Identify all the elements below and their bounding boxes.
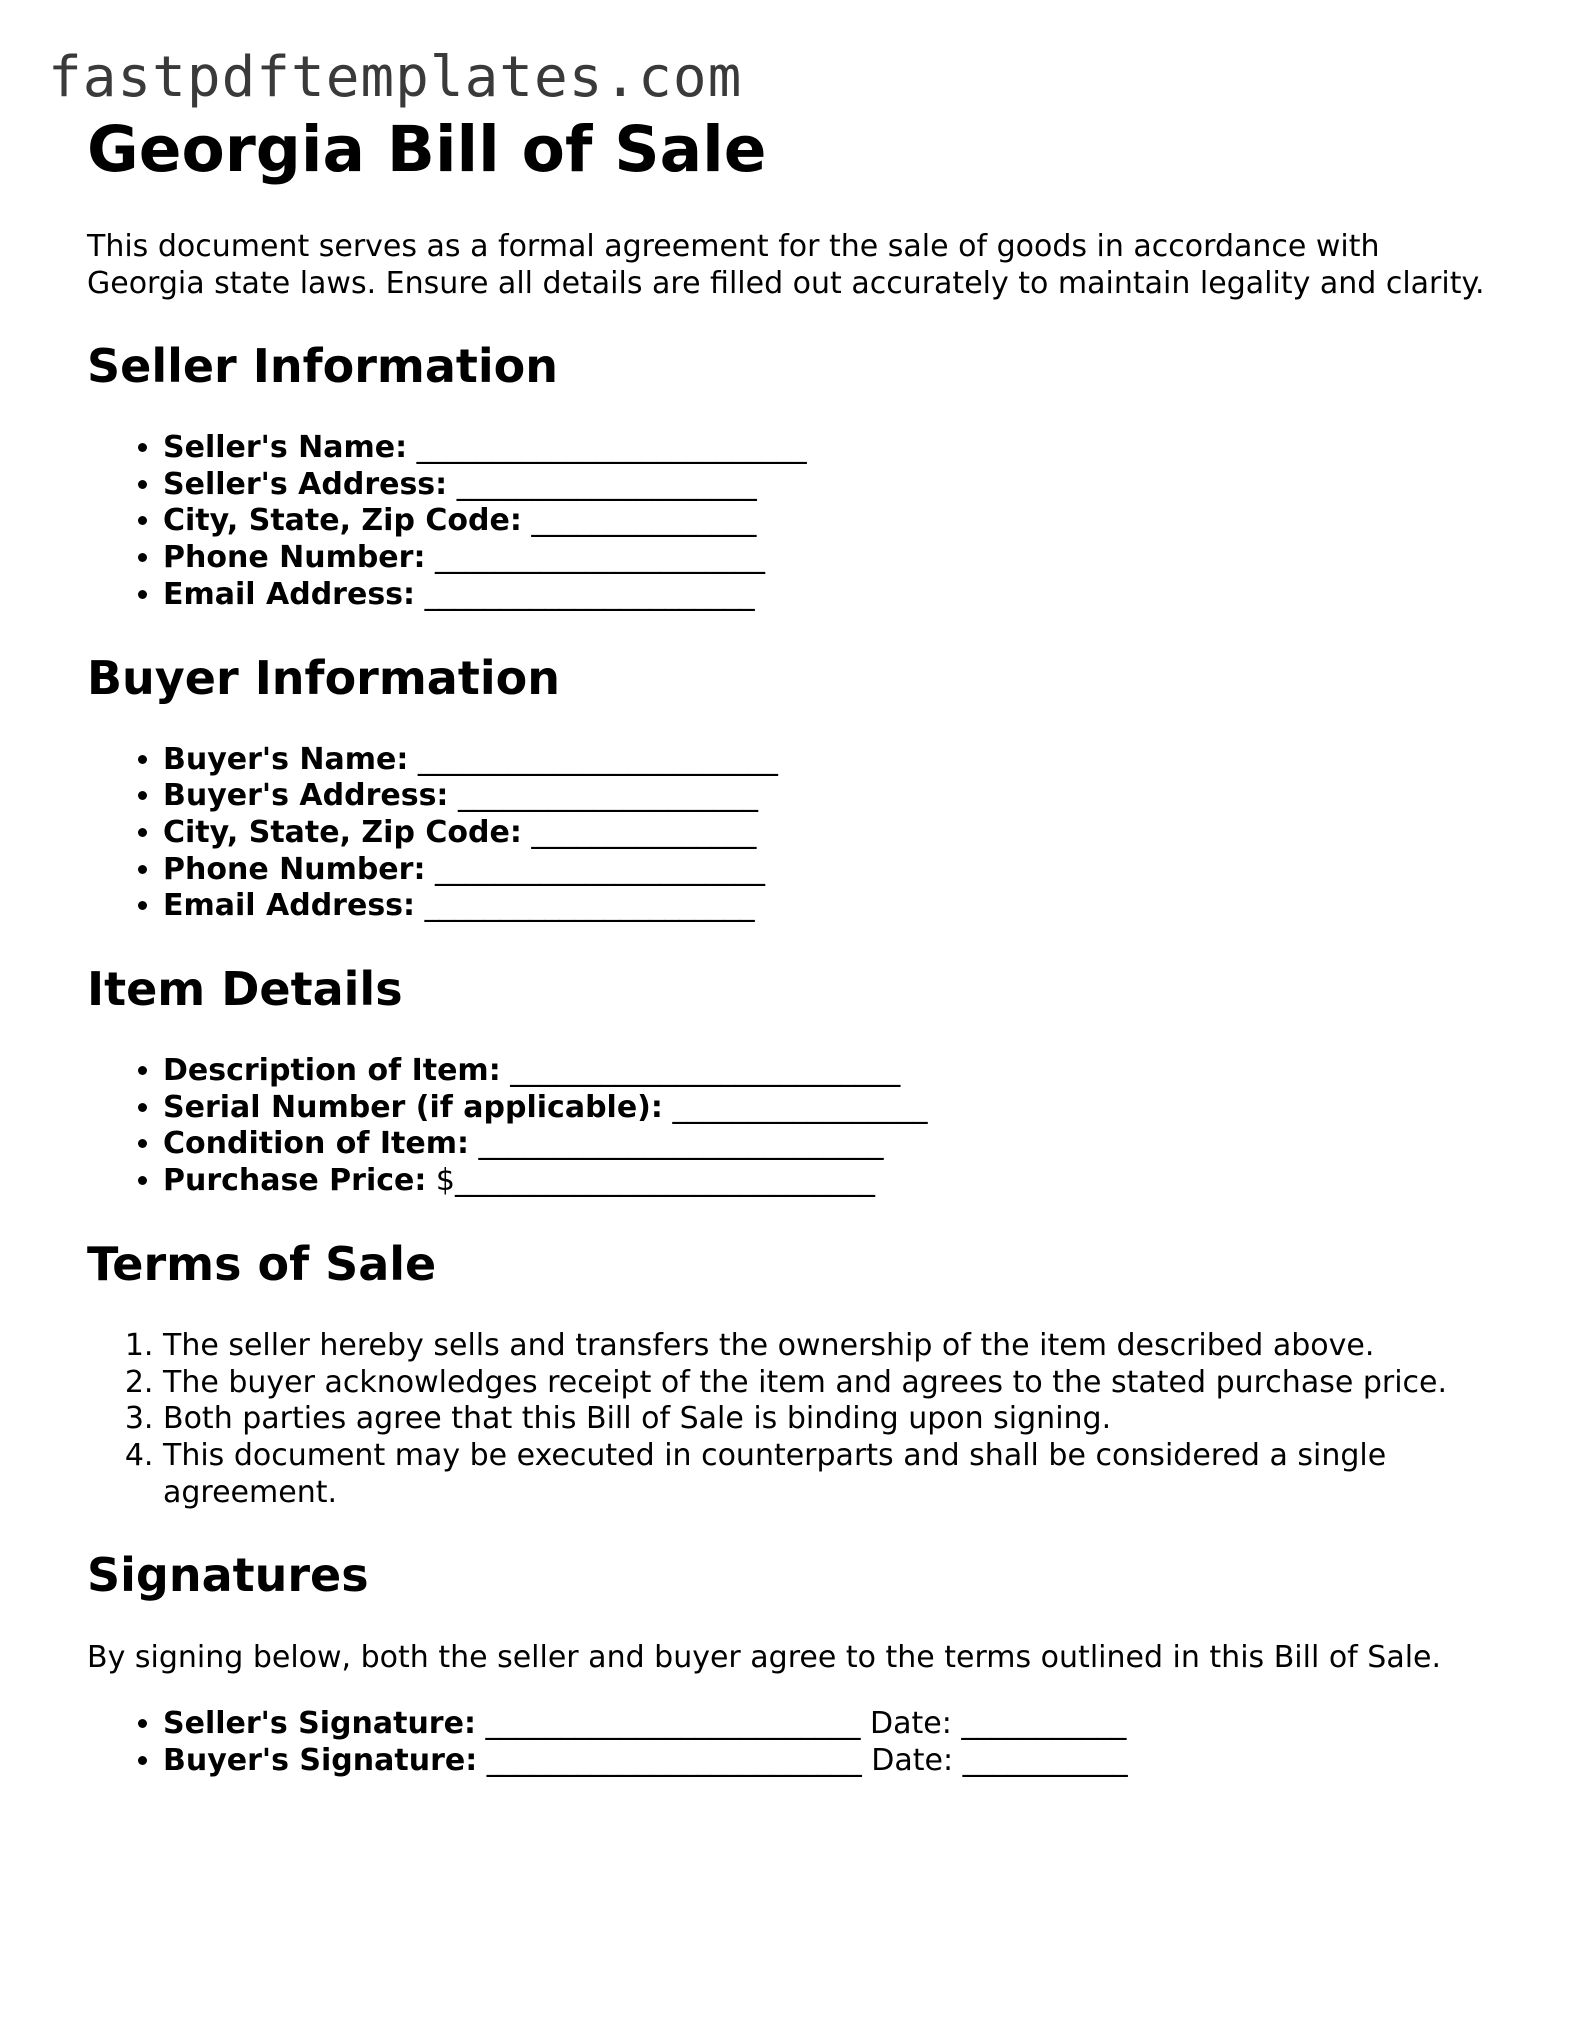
buyer-phone-field xyxy=(163,852,1507,889)
field-blank[interactable]: ______________________ xyxy=(435,851,765,887)
document xyxy=(87,108,1507,1780)
seller-section xyxy=(87,336,1507,614)
item-section xyxy=(87,959,1507,1200)
term-item: 2. The buyer acknowledges receipt of the item and agrees to the stated purchase price. xyxy=(163,1365,1507,1402)
field-label: Buyer's Address: xyxy=(163,778,449,814)
field-blank[interactable]: _______________ xyxy=(531,503,757,539)
buyer-section xyxy=(87,648,1507,926)
field-label: Email Address: xyxy=(163,888,416,924)
field-blank[interactable]: ________________________ xyxy=(417,741,778,777)
field-blank[interactable]: _________________________ Date: ___________ xyxy=(485,1706,1127,1742)
item-heading: Item Details xyxy=(87,962,403,1017)
field-blank[interactable]: __________________________ xyxy=(510,1053,901,1089)
term-item: 1. The seller hereby sells and transfers the ownership of the item described above. xyxy=(163,1328,1507,1365)
seller-address-field xyxy=(163,467,1507,504)
signature-fields xyxy=(87,1706,1507,1779)
field-label: Condition of Item: xyxy=(163,1126,469,1162)
buyer-heading: Buyer Information xyxy=(87,650,560,705)
terms-section xyxy=(87,1234,1507,1512)
field-label: Seller's Name: xyxy=(163,430,408,465)
field-blank[interactable]: _________________ xyxy=(672,1089,928,1125)
field-label: Seller's Address: xyxy=(163,466,448,502)
field-blank[interactable]: $____________________________ xyxy=(435,1163,876,1199)
seller-city-field xyxy=(163,503,1507,540)
signatures-text: By signing below, both the seller and buyer agree to the terms outlined in this Bill of Sale. xyxy=(87,1640,1442,1676)
field-blank[interactable]: ______________________ xyxy=(424,576,755,612)
item-condition-field xyxy=(163,1126,1507,1163)
field-blank[interactable]: _________________________ Date: ___________ xyxy=(486,1743,1128,1779)
field-label: Buyer's Name: xyxy=(163,741,409,777)
seller-signature-field xyxy=(163,1706,1507,1743)
buyer-address-field xyxy=(163,778,1507,815)
item-price-field xyxy=(163,1163,1507,1200)
signatures-heading: Signatures xyxy=(87,1548,369,1603)
field-label: Seller's Signature: xyxy=(163,1706,476,1742)
field-blank[interactable]: _______________ xyxy=(531,814,757,850)
page-title: Georgia Bill of Sale xyxy=(87,113,767,186)
field-label: City, State, Zip Code: xyxy=(163,503,522,539)
field-blank[interactable]: ______________________ xyxy=(424,888,755,924)
field-label: Phone Number: xyxy=(163,851,426,887)
signatures-section xyxy=(87,1545,1507,1779)
item-description-field xyxy=(163,1053,1507,1090)
term-item: 3. Both parties agree that this Bill of Sale is binding upon signing. xyxy=(163,1401,1507,1438)
seller-heading: Seller Information xyxy=(87,339,559,393)
terms-list xyxy=(87,1328,1507,1512)
buyer-email-field xyxy=(163,888,1507,925)
buyer-name-field xyxy=(163,742,1507,779)
field-blank[interactable]: ____________________ xyxy=(457,778,758,814)
seller-fields xyxy=(87,430,1507,614)
terms-heading: Terms of Sale xyxy=(87,1236,437,1291)
buyer-city-field xyxy=(163,815,1507,852)
field-label: Phone Number: xyxy=(163,540,426,576)
field-blank[interactable]: __________________________ xyxy=(416,430,807,465)
buyer-signature-field xyxy=(163,1743,1507,1780)
field-label: Purchase Price: xyxy=(163,1163,427,1199)
field-label: City, State, Zip Code: xyxy=(163,814,522,850)
seller-email-field xyxy=(163,577,1507,614)
intro-paragraph: This document serves as a formal agreement for the sale of goods in accordance with Georgia state laws. Ensure all details are filled out accurately to maintain legality and clarity. xyxy=(87,229,1485,301)
item-serial-field xyxy=(163,1090,1507,1127)
field-label: Buyer's Signature: xyxy=(163,1743,478,1779)
seller-phone-field xyxy=(163,540,1507,577)
buyer-fields xyxy=(87,742,1507,926)
term-item: 4. This document may be executed in counterparts and shall be considered a single agreement. xyxy=(163,1438,1507,1511)
watermark: fastpdftemplates.com xyxy=(48,45,743,110)
field-blank[interactable]: ___________________________ xyxy=(478,1126,884,1162)
item-fields xyxy=(87,1053,1507,1200)
field-label: Description of Item: xyxy=(163,1053,501,1089)
field-blank[interactable]: ____________________ xyxy=(456,466,757,502)
seller-name-field xyxy=(163,430,1507,467)
field-blank[interactable]: ______________________ xyxy=(435,540,765,576)
field-label: Email Address: xyxy=(163,576,416,612)
field-label: Serial Number (if applicable): xyxy=(163,1089,663,1125)
